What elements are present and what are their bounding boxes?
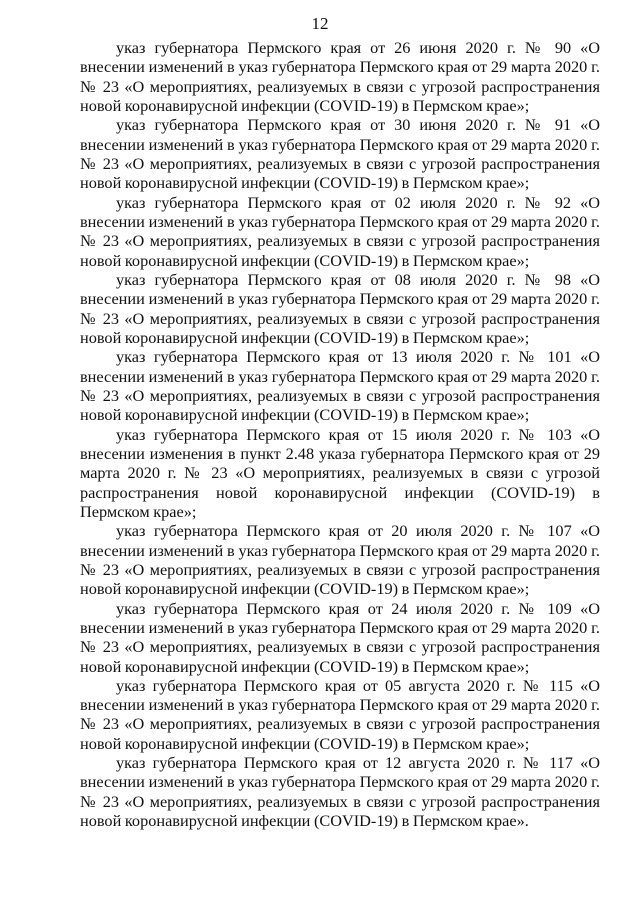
decree-paragraph: указ губернатора Пермского края от 24 июля 2020 г. № 109 «О внесении изменений в указ губернатора Пермского края от 29 марта 2020 г. № 23 «О мероприятиях, реализуемых в связи с угрозой распространения новой коронавирусной инфекции (COVID-19) в Пермском крае»; <box>80 598 600 676</box>
decree-paragraph: указ губернатора Пермского края от 26 июня 2020 г. № 90 «О внесении изменений в указ губернатора Пермского края от 29 марта 2020 г. № 23 «О мероприятиях, реализуемых в связи с угрозой распространения новой коронавирусной инфекции (COVID-19) в Пермском крае»; <box>80 38 600 115</box>
document-body <box>80 38 600 830</box>
decree-paragraph: указ губернатора Пермского края от 15 июля 2020 г. № 103 «О внесении изменения в пункт 2.48 указа губернатора Пермского края от 29 марта 2020 г. № 23 «О мероприятиях, реализуемых в связи с угрозой распространения новой коронавирусной инфекции (COVID-19) в Пермском крае»; <box>80 424 600 521</box>
decree-paragraph: указ губернатора Пермского края от 12 августа 2020 г. № 117 «О внесении изменений в указ губернатора Пермского края от 29 марта 2020 г. № 23 «О мероприятиях, реализуемых в связи с угрозой распространения новой коронавирусной инфекции (COVID-19) в Пермском крае». <box>80 753 600 831</box>
page-number: 12 <box>311 14 329 33</box>
decree-paragraph: указ губернатора Пермского края от 30 июня 2020 г. № 91 «О внесении изменений в указ губернатора Пермского края от 29 марта 2020 г. № 23 «О мероприятиях, реализуемых в связи с угрозой распространения новой коронавирусной инфекции (COVID-19) в Пермском крае»; <box>80 115 600 193</box>
decree-paragraph: указ губернатора Пермского края от 13 июля 2020 г. № 101 «О внесении изменений в указ губернатора Пермского края от 29 марта 2020 г. № 23 «О мероприятиях, реализуемых в связи с угрозой распространения новой коронавирусной инфекции (COVID-19) в Пермском крае»; <box>80 347 600 425</box>
decree-paragraph: указ губернатора Пермского края от 08 июля 2020 г. № 98 «О внесении изменений в указ губернатора Пермского края от 29 марта 2020 г. № 23 «О мероприятиях, реализуемых в связи с угрозой распространения новой коронавирусной инфекции (COVID-19) в Пермском крае»; <box>80 269 600 347</box>
decree-paragraph: указ губернатора Пермского края от 05 августа 2020 г. № 115 «О внесении изменений в указ губернатора Пермского края от 29 марта 2020 г. № 23 «О мероприятиях, реализуемых в связи с угрозой распространения новой коронавирусной инфекции (COVID-19) в Пермском крае»; <box>80 675 600 753</box>
decree-paragraph: указ губернатора Пермского края от 20 июля 2020 г. № 107 «О внесении изменений в указ губернатора Пермского края от 29 марта 2020 г. № 23 «О мероприятиях, реализуемых в связи с угрозой распространения новой коронавирусной инфекции (COVID-19) в Пермском крае»; <box>80 521 600 599</box>
decree-paragraph: указ губернатора Пермского края от 02 июля 2020 г. № 92 «О внесении изменений в указ губернатора Пермского края от 29 марта 2020 г. № 23 «О мероприятиях, реализуемых в связи с угрозой распространения новой коронавирусной инфекции (COVID-19) в Пермском крае»; <box>80 192 600 270</box>
